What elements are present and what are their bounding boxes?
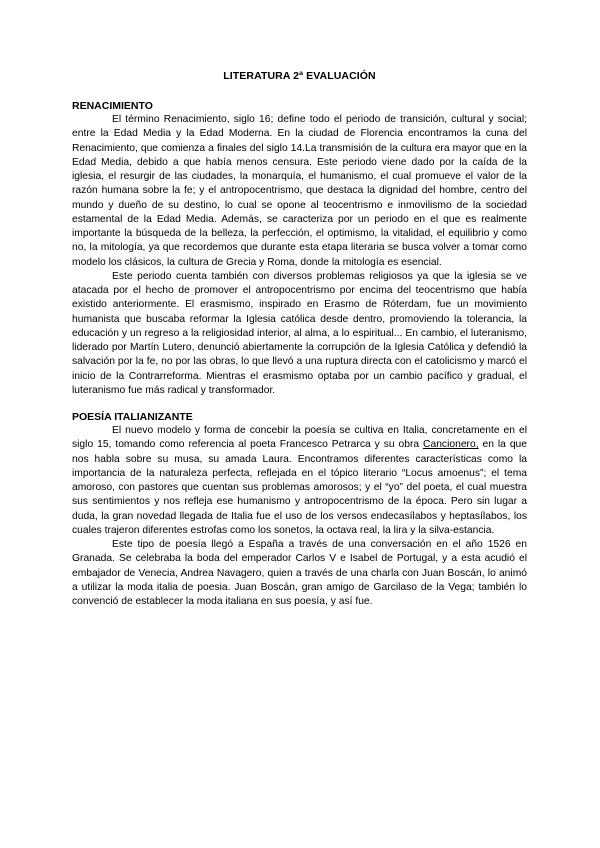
section-heading-renacimiento: RENACIMIENTO [72,100,153,112]
section-poesia-italianizante [72,410,527,609]
section-renacimiento [72,99,527,398]
paragraph-poesia-1 [72,424,527,538]
document-page [72,70,527,609]
paragraph-renacimiento-2: Este periodo cuenta también con diversos problemas religiosos ya que la iglesia se ve atacada por el hecho de promover el antropocentrismo por encima del teocentrismo que había existido anteriormente. El erasmismo, inspirado en Erasmo de Róterdam, fue un movimiento humanista que buscaba reformar la Iglesia católica desde dentro, promoviendo la tolerancia, la educación y un regreso a la religiosidad interior, al alma, a lo espiritual... En cambio, el luteranismo, liderado por Martín Lutero, denunció abiertamente la corrupción de la Iglesia Católica y defendió la salvación por la fe, no por las obras, lo que llevó a una ruptura directa con el catolicismo y marcó el inicio de la Contrarreforma. Mientras el erasmismo optaba por un cambio pacífico y gradual, el luteranismo fue más radical y transformador. [72,270,527,396]
paragraph-poesia-1-start: El nuevo modelo y forma de concebir la poesía se cultiva en Italia, concretamente en el siglo 15, tomando como referencia al poeta Francesco Petrarca y su obra [72,425,527,451]
paragraph-poesia-1-end: en la que nos habla sobre su musa, su amada Laura. Encontramos diferentes características como la importancia de la naturaleza perfecta, reflejada en el tópico literario “Locus amoenus”; el tema amoroso, con pastores que cuentan sus problemas amorosos; y el “yo” del poeta, el cual muestra sus sentimientos y nos refleja ese humanismo y antropocentrismo de la época. Pero sin lugar a duda, la gran novedad llegada de Italia fue el uso de los versos endecasílabos y heptasílabos, los cuales trajeron diferentes estrofas como los sonetos, la octava real, la lira y la silva-estancia. [72,439,528,536]
paragraph-renacimiento-1: El término Renacimiento, siglo 16; define todo el periodo de transición, cultural y social; entre la Edad Media y la Edad Moderna. En la ciudad de Florencia encontramos la cuna del Renacimiento, que comienza a finales del siglo 14.La transmisión de la cultura era mayor que en la Edad Media, debido a que había menos censura. Este periodo viene dado por la caída de la iglesia, el resurgir de las ciudades, la monarquía, el humanismo, el cual promueve el valor de la razón humana sobre la fe; y el antropocentrismo, que destaca la dignidad del hombre, centro del mundo y dueño de su destino, lo cual se opone al teocentrismo e inmovilismo de la sociedad estamental de la Edad Media. Además, se caracteriza por un periodo en el que es realmente importante la búsqueda de la belleza, la perfección, el optimismo, la vitalidad, el equilibrio y como no, la mitología, ya que recordemos que durante esta etapa literaria se busca volver a tomar como modelo los clásicos, la cultura de Grecia y Roma, donde la mitología es esencial. [72,114,527,268]
paragraph-poesia-2: Este tipo de poesía llegó a España a través de una conversación en el año 1526 en Granada. Se celebraba la boda del emperador Carlos V e Isabel de Portugal, y a esta acudió el embajador de Venecia, Andrea Navagero, quien a través de una charla con Juan Boscán, lo animó a utilizar la moda italia de poesia. Juan Boscán, gran amigo de Garcilaso de la Vega; también lo convenció de establecer la moda italiana en sus poesía, y así fue. [72,539,527,607]
section-heading-poesia-italianizante: POESÍA ITALIANIZANTE [72,411,193,423]
section-spacer [72,398,527,410]
work-title-cancionero: Cancionero, [423,439,479,451]
document-title: LITERATURA 2ª EVALUACIÓN [223,70,376,82]
